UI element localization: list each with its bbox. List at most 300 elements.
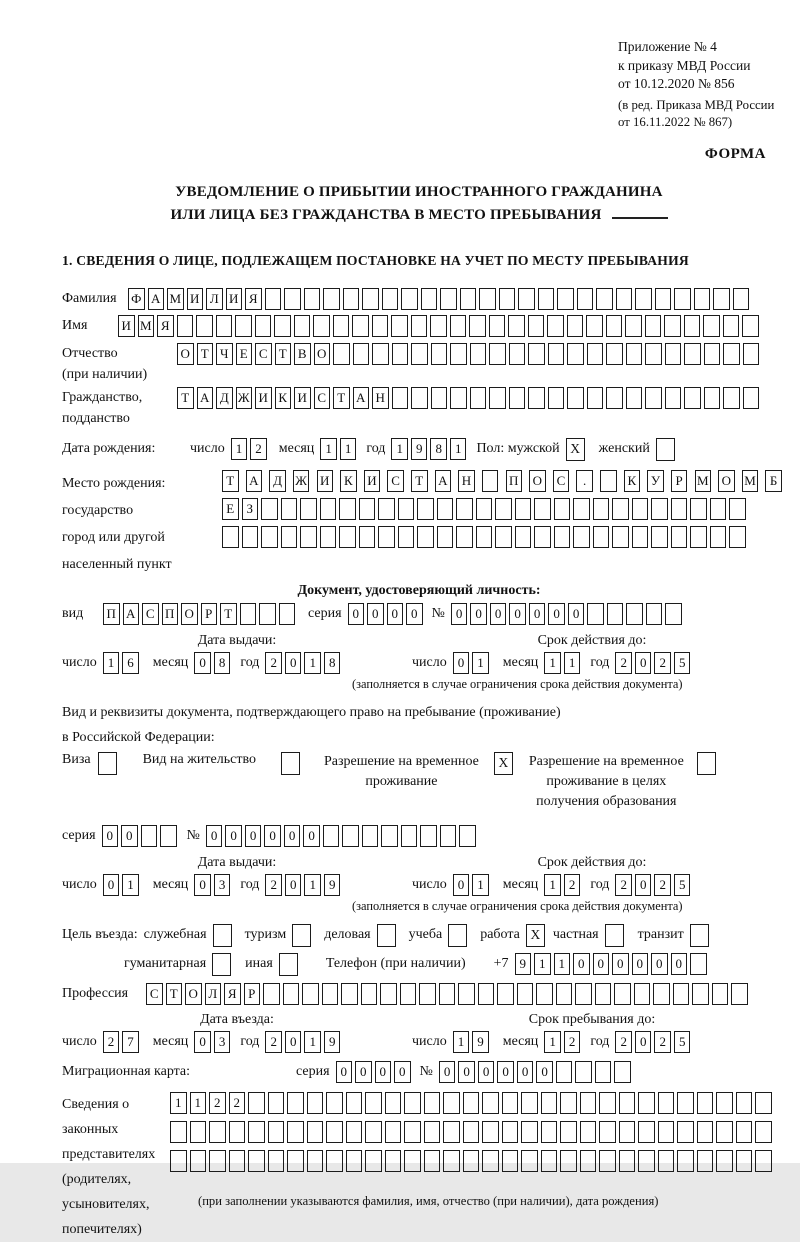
char-cell[interactable] xyxy=(431,387,448,409)
char-cell[interactable] xyxy=(557,288,574,310)
char-cell[interactable] xyxy=(743,343,760,365)
char-cell[interactable] xyxy=(497,983,514,1005)
char-cell[interactable]: 0 xyxy=(194,652,211,674)
char-cell[interactable] xyxy=(567,387,584,409)
char-cell[interactable] xyxy=(638,1121,655,1143)
char-cell[interactable] xyxy=(671,498,688,520)
char-cell[interactable] xyxy=(619,1150,636,1172)
char-cell[interactable]: 1 xyxy=(544,652,561,674)
char-cell[interactable] xyxy=(248,1121,265,1143)
char-cell[interactable] xyxy=(665,387,682,409)
char-cell[interactable] xyxy=(528,387,545,409)
char-cell[interactable] xyxy=(736,1121,753,1143)
char-cell[interactable]: 0 xyxy=(103,874,120,896)
char-cell[interactable] xyxy=(404,1150,421,1172)
char-cell[interactable] xyxy=(404,1121,421,1143)
char-cell[interactable]: 2 xyxy=(564,1031,581,1053)
char-cell[interactable] xyxy=(391,315,408,337)
char-cell[interactable] xyxy=(710,526,727,548)
char-cell[interactable] xyxy=(404,1092,421,1114)
char-cell[interactable] xyxy=(463,1150,480,1172)
char-cell[interactable] xyxy=(326,1150,343,1172)
char-cell[interactable]: 2 xyxy=(229,1092,246,1114)
char-cell[interactable]: 9 xyxy=(515,953,532,975)
char-cell[interactable] xyxy=(587,343,604,365)
char-cell[interactable] xyxy=(638,1092,655,1114)
char-cell[interactable]: 0 xyxy=(497,1061,514,1083)
char-cell[interactable]: 1 xyxy=(122,874,139,896)
char-cell[interactable]: 0 xyxy=(439,1061,456,1083)
char-cell[interactable] xyxy=(619,1092,636,1114)
char-cell[interactable] xyxy=(692,983,709,1005)
char-cell[interactable]: Т xyxy=(197,343,214,365)
char-cell[interactable] xyxy=(177,315,194,337)
char-cell[interactable]: Т xyxy=(177,387,194,409)
char-cell[interactable] xyxy=(733,288,750,310)
char-cell[interactable] xyxy=(489,343,506,365)
char-cell[interactable] xyxy=(372,315,389,337)
char-cell[interactable] xyxy=(554,526,571,548)
char-cell[interactable]: 1 xyxy=(304,874,321,896)
char-cell[interactable] xyxy=(431,343,448,365)
char-cell[interactable]: Р xyxy=(671,470,688,492)
char-cell[interactable] xyxy=(443,1121,460,1143)
char-cell[interactable] xyxy=(424,1121,441,1143)
char-cell[interactable] xyxy=(170,1121,187,1143)
char-cell[interactable] xyxy=(470,387,487,409)
char-cell[interactable] xyxy=(222,526,239,548)
char-cell[interactable] xyxy=(294,315,311,337)
char-cell[interactable]: Ф xyxy=(128,288,145,310)
char-cell[interactable] xyxy=(190,1121,207,1143)
char-cell[interactable]: 0 xyxy=(194,874,211,896)
char-cell[interactable]: 0 xyxy=(406,603,423,625)
char-cell[interactable] xyxy=(694,288,711,310)
char-cell[interactable]: Я xyxy=(245,288,262,310)
char-cell[interactable]: 1 xyxy=(472,874,489,896)
char-cell[interactable]: 9 xyxy=(324,874,341,896)
char-cell[interactable]: О xyxy=(529,470,546,492)
purpose-humanitarian-checkbox[interactable] xyxy=(212,953,231,976)
char-cell[interactable] xyxy=(534,498,551,520)
char-cell[interactable] xyxy=(729,526,746,548)
char-cell[interactable] xyxy=(419,983,436,1005)
char-cell[interactable] xyxy=(729,498,746,520)
char-cell[interactable] xyxy=(400,983,417,1005)
char-cell[interactable] xyxy=(365,1092,382,1114)
char-cell[interactable]: 1 xyxy=(554,953,571,975)
char-cell[interactable] xyxy=(378,526,395,548)
char-cell[interactable] xyxy=(482,1092,499,1114)
char-cell[interactable] xyxy=(430,315,447,337)
char-cell[interactable] xyxy=(268,1121,285,1143)
char-cell[interactable] xyxy=(365,1150,382,1172)
purpose-tourism-checkbox[interactable] xyxy=(292,924,311,947)
char-cell[interactable] xyxy=(359,498,376,520)
char-cell[interactable]: И xyxy=(187,288,204,310)
char-cell[interactable]: 1 xyxy=(544,874,561,896)
char-cell[interactable]: 2 xyxy=(265,652,282,674)
char-cell[interactable] xyxy=(684,315,701,337)
char-cell[interactable]: 0 xyxy=(206,825,223,847)
char-cell[interactable] xyxy=(346,1121,363,1143)
char-cell[interactable]: Е xyxy=(236,343,253,365)
char-cell[interactable] xyxy=(541,1121,558,1143)
char-cell[interactable] xyxy=(443,1150,460,1172)
char-cell[interactable] xyxy=(626,343,643,365)
char-cell[interactable] xyxy=(534,526,551,548)
char-cell[interactable]: 0 xyxy=(121,825,138,847)
char-cell[interactable]: 1 xyxy=(340,438,357,460)
char-cell[interactable] xyxy=(673,983,690,1005)
char-cell[interactable]: А xyxy=(435,470,452,492)
char-cell[interactable]: 2 xyxy=(615,874,632,896)
char-cell[interactable] xyxy=(690,498,707,520)
char-cell[interactable]: Р xyxy=(244,983,261,1005)
char-cell[interactable] xyxy=(607,603,624,625)
char-cell[interactable]: 0 xyxy=(517,1061,534,1083)
char-cell[interactable] xyxy=(655,288,672,310)
char-cell[interactable] xyxy=(731,983,748,1005)
char-cell[interactable] xyxy=(521,1092,538,1114)
char-cell[interactable] xyxy=(284,288,301,310)
char-cell[interactable] xyxy=(697,1121,714,1143)
char-cell[interactable] xyxy=(704,343,721,365)
char-cell[interactable]: 1 xyxy=(453,1031,470,1053)
char-cell[interactable]: 2 xyxy=(564,874,581,896)
char-cell[interactable] xyxy=(320,498,337,520)
char-cell[interactable] xyxy=(677,1150,694,1172)
char-cell[interactable] xyxy=(509,343,526,365)
char-cell[interactable] xyxy=(323,825,340,847)
char-cell[interactable]: 2 xyxy=(265,1031,282,1053)
char-cell[interactable] xyxy=(353,343,370,365)
char-cell[interactable] xyxy=(489,315,506,337)
char-cell[interactable] xyxy=(255,315,272,337)
char-cell[interactable] xyxy=(421,288,438,310)
char-cell[interactable]: Я xyxy=(224,983,241,1005)
char-cell[interactable] xyxy=(242,526,259,548)
char-cell[interactable]: 0 xyxy=(336,1061,353,1083)
char-cell[interactable] xyxy=(259,603,276,625)
char-cell[interactable] xyxy=(665,603,682,625)
char-cell[interactable] xyxy=(362,288,379,310)
char-cell[interactable] xyxy=(658,1121,675,1143)
char-cell[interactable] xyxy=(352,315,369,337)
char-cell[interactable]: А xyxy=(197,387,214,409)
char-cell[interactable] xyxy=(170,1150,187,1172)
char-cell[interactable] xyxy=(521,1150,538,1172)
char-cell[interactable] xyxy=(645,315,662,337)
char-cell[interactable]: М xyxy=(742,470,759,492)
char-cell[interactable]: 1 xyxy=(231,438,248,460)
char-cell[interactable]: 0 xyxy=(451,603,468,625)
char-cell[interactable]: О xyxy=(718,470,735,492)
char-cell[interactable] xyxy=(736,1150,753,1172)
char-cell[interactable] xyxy=(323,288,340,310)
char-cell[interactable] xyxy=(626,387,643,409)
char-cell[interactable] xyxy=(450,343,467,365)
char-cell[interactable] xyxy=(279,603,296,625)
sex-female-checkbox[interactable] xyxy=(656,438,675,461)
char-cell[interactable] xyxy=(548,343,565,365)
purpose-study-checkbox[interactable] xyxy=(448,924,467,947)
char-cell[interactable] xyxy=(342,825,359,847)
char-cell[interactable] xyxy=(365,1121,382,1143)
char-cell[interactable] xyxy=(392,343,409,365)
char-cell[interactable]: 0 xyxy=(285,1031,302,1053)
char-cell[interactable]: 0 xyxy=(529,603,546,625)
char-cell[interactable]: С xyxy=(255,343,272,365)
char-cell[interactable]: 1 xyxy=(472,652,489,674)
char-cell[interactable] xyxy=(283,983,300,1005)
char-cell[interactable] xyxy=(470,343,487,365)
char-cell[interactable]: В xyxy=(294,343,311,365)
char-cell[interactable]: А xyxy=(148,288,165,310)
char-cell[interactable]: 0 xyxy=(593,953,610,975)
char-cell[interactable] xyxy=(489,387,506,409)
char-cell[interactable] xyxy=(476,498,493,520)
char-cell[interactable]: 0 xyxy=(387,603,404,625)
char-cell[interactable]: И xyxy=(317,470,334,492)
char-cell[interactable]: К xyxy=(624,470,641,492)
char-cell[interactable] xyxy=(716,1121,733,1143)
char-cell[interactable]: Я xyxy=(157,315,174,337)
char-cell[interactable] xyxy=(398,498,415,520)
char-cell[interactable] xyxy=(411,387,428,409)
char-cell[interactable] xyxy=(587,387,604,409)
char-cell[interactable]: 0 xyxy=(635,652,652,674)
char-cell[interactable]: М xyxy=(138,315,155,337)
char-cell[interactable]: И xyxy=(255,387,272,409)
char-cell[interactable]: М xyxy=(167,288,184,310)
char-cell[interactable] xyxy=(541,1092,558,1114)
char-cell[interactable]: 2 xyxy=(103,1031,120,1053)
char-cell[interactable]: 8 xyxy=(214,652,231,674)
char-cell[interactable] xyxy=(560,1092,577,1114)
char-cell[interactable] xyxy=(703,315,720,337)
char-cell[interactable] xyxy=(567,343,584,365)
char-cell[interactable] xyxy=(281,526,298,548)
char-cell[interactable] xyxy=(307,1150,324,1172)
char-cell[interactable] xyxy=(517,983,534,1005)
char-cell[interactable]: Л xyxy=(206,288,223,310)
char-cell[interactable]: 0 xyxy=(651,953,668,975)
char-cell[interactable] xyxy=(261,498,278,520)
char-cell[interactable] xyxy=(141,825,158,847)
char-cell[interactable]: Ж xyxy=(293,470,310,492)
char-cell[interactable] xyxy=(690,953,707,975)
char-cell[interactable]: О xyxy=(185,983,202,1005)
char-cell[interactable] xyxy=(261,526,278,548)
char-cell[interactable]: З xyxy=(242,498,259,520)
char-cell[interactable] xyxy=(417,526,434,548)
char-cell[interactable]: 0 xyxy=(536,1061,553,1083)
char-cell[interactable] xyxy=(593,526,610,548)
char-cell[interactable] xyxy=(664,315,681,337)
char-cell[interactable] xyxy=(281,498,298,520)
char-cell[interactable]: Ч xyxy=(216,343,233,365)
char-cell[interactable]: 2 xyxy=(615,1031,632,1053)
char-cell[interactable]: Т xyxy=(275,343,292,365)
char-cell[interactable]: П xyxy=(103,603,120,625)
char-cell[interactable] xyxy=(632,526,649,548)
char-cell[interactable]: Л xyxy=(205,983,222,1005)
char-cell[interactable] xyxy=(645,387,662,409)
char-cell[interactable]: 0 xyxy=(194,1031,211,1053)
char-cell[interactable] xyxy=(209,1121,226,1143)
char-cell[interactable] xyxy=(587,603,604,625)
char-cell[interactable] xyxy=(274,315,291,337)
char-cell[interactable] xyxy=(499,288,516,310)
char-cell[interactable] xyxy=(439,983,456,1005)
char-cell[interactable] xyxy=(265,288,282,310)
char-cell[interactable] xyxy=(638,1150,655,1172)
char-cell[interactable] xyxy=(651,526,668,548)
char-cell[interactable] xyxy=(456,498,473,520)
char-cell[interactable] xyxy=(595,983,612,1005)
char-cell[interactable] xyxy=(515,526,532,548)
char-cell[interactable] xyxy=(521,1121,538,1143)
char-cell[interactable]: 9 xyxy=(411,438,428,460)
char-cell[interactable] xyxy=(437,526,454,548)
char-cell[interactable]: 8 xyxy=(430,438,447,460)
char-cell[interactable] xyxy=(697,1092,714,1114)
char-cell[interactable]: О xyxy=(181,603,198,625)
char-cell[interactable]: И xyxy=(118,315,135,337)
char-cell[interactable]: Н xyxy=(458,470,475,492)
purpose-business-checkbox[interactable] xyxy=(377,924,396,947)
char-cell[interactable] xyxy=(443,1092,460,1114)
char-cell[interactable] xyxy=(599,1150,616,1172)
char-cell[interactable] xyxy=(424,1150,441,1172)
char-cell[interactable] xyxy=(606,315,623,337)
char-cell[interactable] xyxy=(307,1121,324,1143)
char-cell[interactable] xyxy=(599,1092,616,1114)
char-cell[interactable] xyxy=(392,387,409,409)
char-cell[interactable] xyxy=(580,1150,597,1172)
char-cell[interactable] xyxy=(287,1092,304,1114)
char-cell[interactable] xyxy=(463,1092,480,1114)
char-cell[interactable]: 0 xyxy=(102,825,119,847)
char-cell[interactable] xyxy=(326,1092,343,1114)
char-cell[interactable]: Е xyxy=(222,498,239,520)
char-cell[interactable] xyxy=(677,1092,694,1114)
char-cell[interactable] xyxy=(600,470,617,492)
char-cell[interactable] xyxy=(458,983,475,1005)
char-cell[interactable] xyxy=(382,288,399,310)
char-cell[interactable] xyxy=(599,1121,616,1143)
char-cell[interactable] xyxy=(495,498,512,520)
char-cell[interactable] xyxy=(658,1150,675,1172)
char-cell[interactable]: 0 xyxy=(367,603,384,625)
char-cell[interactable]: П xyxy=(506,470,523,492)
char-cell[interactable] xyxy=(635,288,652,310)
char-cell[interactable] xyxy=(528,315,545,337)
char-cell[interactable] xyxy=(653,983,670,1005)
sex-male-checkbox[interactable]: X xyxy=(566,438,585,461)
char-cell[interactable] xyxy=(671,526,688,548)
char-cell[interactable]: С xyxy=(387,470,404,492)
char-cell[interactable] xyxy=(287,1150,304,1172)
char-cell[interactable] xyxy=(401,825,418,847)
char-cell[interactable] xyxy=(229,1150,246,1172)
char-cell[interactable] xyxy=(586,315,603,337)
char-cell[interactable] xyxy=(518,288,535,310)
char-cell[interactable] xyxy=(612,526,629,548)
char-cell[interactable] xyxy=(713,288,730,310)
visa-checkbox[interactable] xyxy=(98,752,117,775)
char-cell[interactable] xyxy=(575,983,592,1005)
char-cell[interactable]: Т xyxy=(166,983,183,1005)
char-cell[interactable]: К xyxy=(340,470,357,492)
char-cell[interactable]: К xyxy=(275,387,292,409)
char-cell[interactable] xyxy=(502,1121,519,1143)
char-cell[interactable]: 3 xyxy=(214,1031,231,1053)
char-cell[interactable]: 0 xyxy=(470,603,487,625)
char-cell[interactable]: С xyxy=(553,470,570,492)
char-cell[interactable] xyxy=(287,1121,304,1143)
char-cell[interactable]: 0 xyxy=(284,825,301,847)
char-cell[interactable] xyxy=(743,387,760,409)
char-cell[interactable] xyxy=(248,1150,265,1172)
char-cell[interactable] xyxy=(437,498,454,520)
char-cell[interactable]: М xyxy=(695,470,712,492)
char-cell[interactable] xyxy=(304,288,321,310)
char-cell[interactable]: 9 xyxy=(324,1031,341,1053)
char-cell[interactable]: 1 xyxy=(304,1031,321,1053)
char-cell[interactable] xyxy=(359,526,376,548)
char-cell[interactable]: . xyxy=(576,470,593,492)
char-cell[interactable]: 1 xyxy=(544,1031,561,1053)
char-cell[interactable]: 0 xyxy=(245,825,262,847)
char-cell[interactable]: 1 xyxy=(391,438,408,460)
char-cell[interactable]: 0 xyxy=(632,953,649,975)
temp-residence-checkbox[interactable]: X xyxy=(494,752,513,775)
char-cell[interactable] xyxy=(322,983,339,1005)
char-cell[interactable] xyxy=(665,343,682,365)
char-cell[interactable] xyxy=(440,288,457,310)
char-cell[interactable] xyxy=(479,288,496,310)
char-cell[interactable]: 2 xyxy=(654,1031,671,1053)
char-cell[interactable] xyxy=(697,1150,714,1172)
char-cell[interactable]: 1 xyxy=(534,953,551,975)
char-cell[interactable]: И xyxy=(226,288,243,310)
char-cell[interactable] xyxy=(536,983,553,1005)
char-cell[interactable] xyxy=(541,1150,558,1172)
char-cell[interactable] xyxy=(229,1121,246,1143)
char-cell[interactable] xyxy=(346,1150,363,1172)
char-cell[interactable]: 0 xyxy=(509,603,526,625)
char-cell[interactable] xyxy=(577,288,594,310)
char-cell[interactable] xyxy=(612,498,629,520)
purpose-other-checkbox[interactable] xyxy=(279,953,298,976)
char-cell[interactable] xyxy=(580,1121,597,1143)
char-cell[interactable] xyxy=(362,825,379,847)
char-cell[interactable]: 0 xyxy=(568,603,585,625)
char-cell[interactable] xyxy=(300,498,317,520)
char-cell[interactable] xyxy=(313,315,330,337)
char-cell[interactable]: О xyxy=(177,343,194,365)
char-cell[interactable]: С xyxy=(142,603,159,625)
char-cell[interactable] xyxy=(619,1121,636,1143)
char-cell[interactable]: 8 xyxy=(324,652,341,674)
char-cell[interactable]: 0 xyxy=(635,1031,652,1053)
char-cell[interactable] xyxy=(710,498,727,520)
char-cell[interactable] xyxy=(341,983,358,1005)
char-cell[interactable] xyxy=(339,526,356,548)
char-cell[interactable]: 0 xyxy=(490,603,507,625)
